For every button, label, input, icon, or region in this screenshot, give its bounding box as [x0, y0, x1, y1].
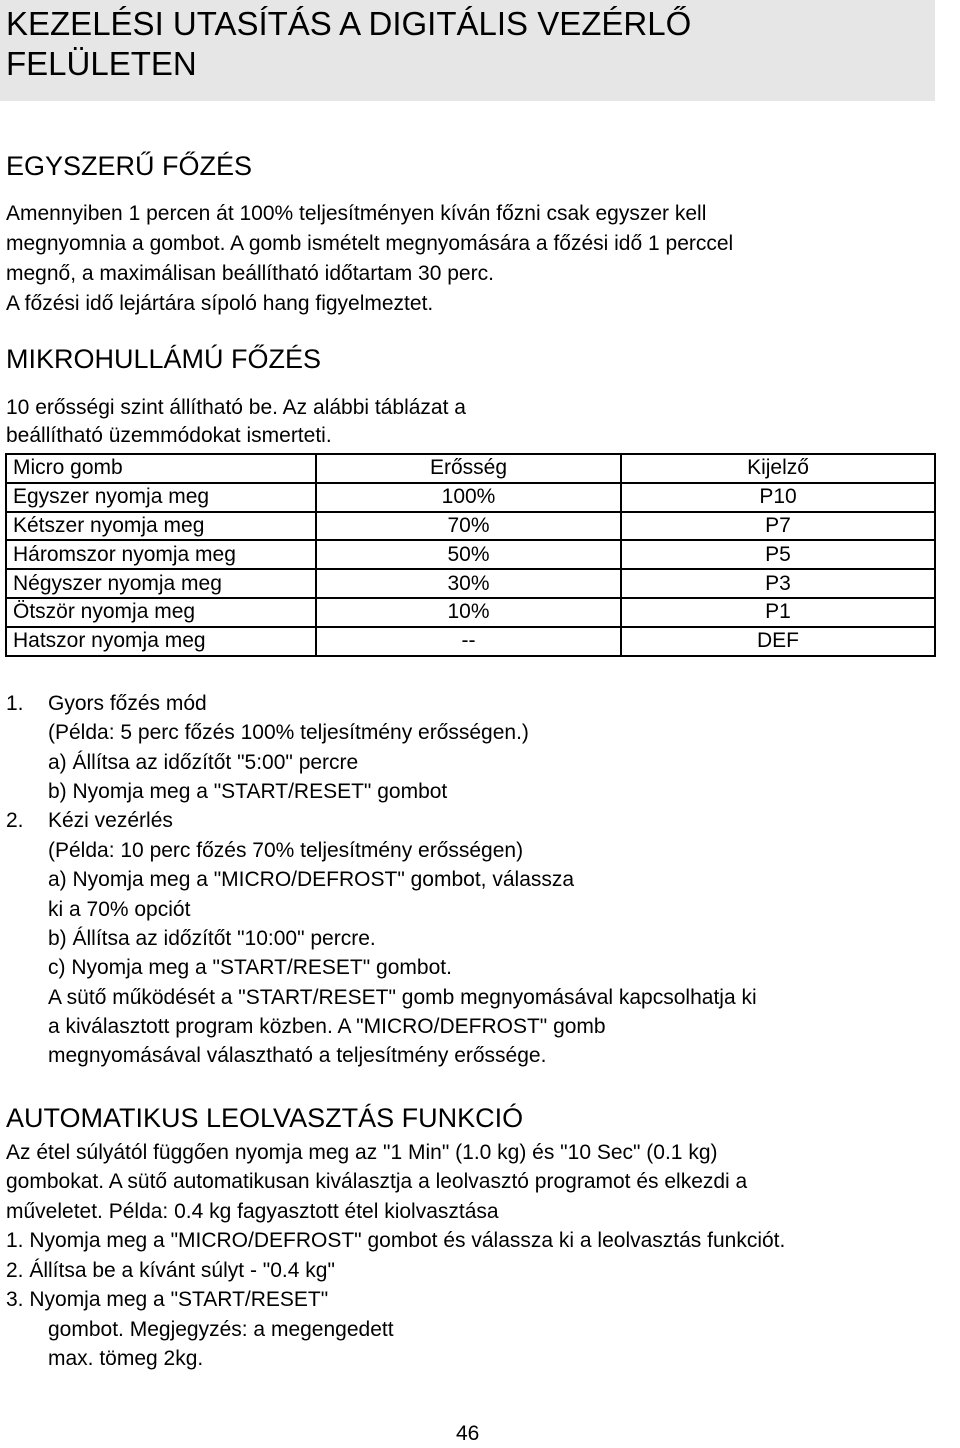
list-line: A sütő működését a "START/RESET" gomb megnyomásával kapcsolhatja ki: [48, 986, 757, 1009]
paragraph-line: A főzési idő lejártára sípoló hang figyelmeztet.: [6, 292, 434, 315]
power-level-table: [5, 453, 936, 657]
table-cell: 30%: [316, 569, 621, 598]
list-line: a) Állítsa az időzítőt "5:00" percre: [48, 751, 359, 774]
table-cell: P5: [621, 540, 935, 569]
table-cell: Egyszer nyomja meg: [6, 483, 316, 512]
list-line: megnyomásával választható a teljesítmény erőssége.: [48, 1044, 547, 1067]
list-line: a) Nyomja meg a "MICRO/DEFROST" gombot, válassza: [48, 868, 575, 891]
list-line: b) Nyomja meg a "START/RESET" gombot: [48, 780, 448, 803]
table-cell: 100%: [316, 483, 621, 512]
list-number: 2.: [6, 809, 24, 832]
table-cell: P3: [621, 569, 935, 598]
paragraph-line: Az étel súlyától függően nyomja meg az "1 Min" (1.0 kg) és "10 Sec" (0.1 kg): [6, 1141, 718, 1164]
column-header: Erősség: [316, 454, 621, 483]
list-line: b) Állítsa az időzítőt "10:00" percre.: [48, 927, 376, 950]
table-row: [6, 598, 935, 627]
list-item-title-quick-cooking: Gyors főzés mód: [48, 692, 207, 715]
paragraph-line: megnő, a maximálisan beállítható időtartam 30 perc.: [6, 262, 494, 285]
table-cell: Hatszor nyomja meg: [6, 627, 316, 656]
paragraph-line: 1. Nyomja meg a "MICRO/DEFROST" gombot és válassza ki a leolvasztás funkciót.: [6, 1229, 786, 1252]
table-cell: P7: [621, 512, 935, 541]
section-heading-microwave: MIKROHULLÁMÚ FŐZÉS: [6, 344, 322, 374]
table-row: [6, 540, 935, 569]
paragraph-line: gombot. Megjegyzés: a megengedett: [48, 1318, 394, 1341]
column-header: Micro gomb: [6, 454, 316, 483]
paragraph-line: műveletet. Példa: 0.4 kg fagyasztott étel kiolvasztása: [6, 1200, 499, 1223]
paragraph-line: megnyomnia a gombot. A gomb ismételt megnyomására a főzési idő 1 perccel: [6, 232, 734, 255]
table-cell: P1: [621, 598, 935, 627]
list-line: (Példa: 5 perc főzés 100% teljesítmény erősségen.): [48, 721, 529, 744]
paragraph-line: Amennyiben 1 percen át 100% teljesítményen kíván főzni csak egyszer kell: [6, 202, 707, 225]
column-header: Kijelző: [621, 454, 935, 483]
table-row: [6, 483, 935, 512]
list-line: (Példa: 10 perc főzés 70% teljesítmény erősségen): [48, 839, 524, 862]
table-cell: 10%: [316, 598, 621, 627]
section-heading-auto-defrost: AUTOMATIKUS LEOLVASZTÁS FUNKCIÓ: [6, 1103, 524, 1133]
table-row: [6, 512, 935, 541]
list-line: a kiválasztott program közben. A "MICRO/DEFROST" gomb: [48, 1015, 606, 1038]
list-line: ki a 70% opciót: [48, 898, 191, 921]
table-cell: P10: [621, 483, 935, 512]
table-row: [6, 569, 935, 598]
paragraph-line: beállítható üzemmódokat ismerteti.: [6, 424, 332, 447]
list-number: 1.: [6, 692, 24, 715]
table-cell: Ötször nyomja meg: [6, 598, 316, 627]
table-cell: Négyszer nyomja meg: [6, 569, 316, 598]
table-cell: 70%: [316, 512, 621, 541]
table-row: [6, 627, 935, 656]
table-cell: Háromszor nyomja meg: [6, 540, 316, 569]
list-line: c) Nyomja meg a "START/RESET" gombot.: [48, 956, 452, 979]
list-item-title-manual-control: Kézi vezérlés: [48, 809, 173, 832]
page-title-line-1: KEZELÉSI UTASÍTÁS A DIGITÁLIS VEZÉRLŐ: [6, 5, 692, 42]
table-header-row: [6, 454, 935, 483]
page-title-line-2: FELÜLETEN: [6, 45, 197, 82]
table-cell: 50%: [316, 540, 621, 569]
paragraph-line: gombokat. A sütő automatikusan kiválasztja a leolvasztó programot és elkezdi a: [6, 1170, 748, 1193]
table-cell: --: [316, 627, 621, 656]
page-number: 46: [456, 1422, 480, 1445]
section-heading-simple-cooking: EGYSZERŰ FŐZÉS: [6, 151, 253, 181]
paragraph-line: 10 erősségi szint állítható be. Az alábbi táblázat a: [6, 396, 466, 419]
table-cell: Kétszer nyomja meg: [6, 512, 316, 541]
table-cell: DEF: [621, 627, 935, 656]
paragraph-line: max. tömeg 2kg.: [48, 1347, 204, 1370]
paragraph-line: 2. Állítsa be a kívánt súlyt - "0.4 kg": [6, 1259, 335, 1282]
paragraph-line: 3. Nyomja meg a "START/RESET": [6, 1288, 329, 1311]
